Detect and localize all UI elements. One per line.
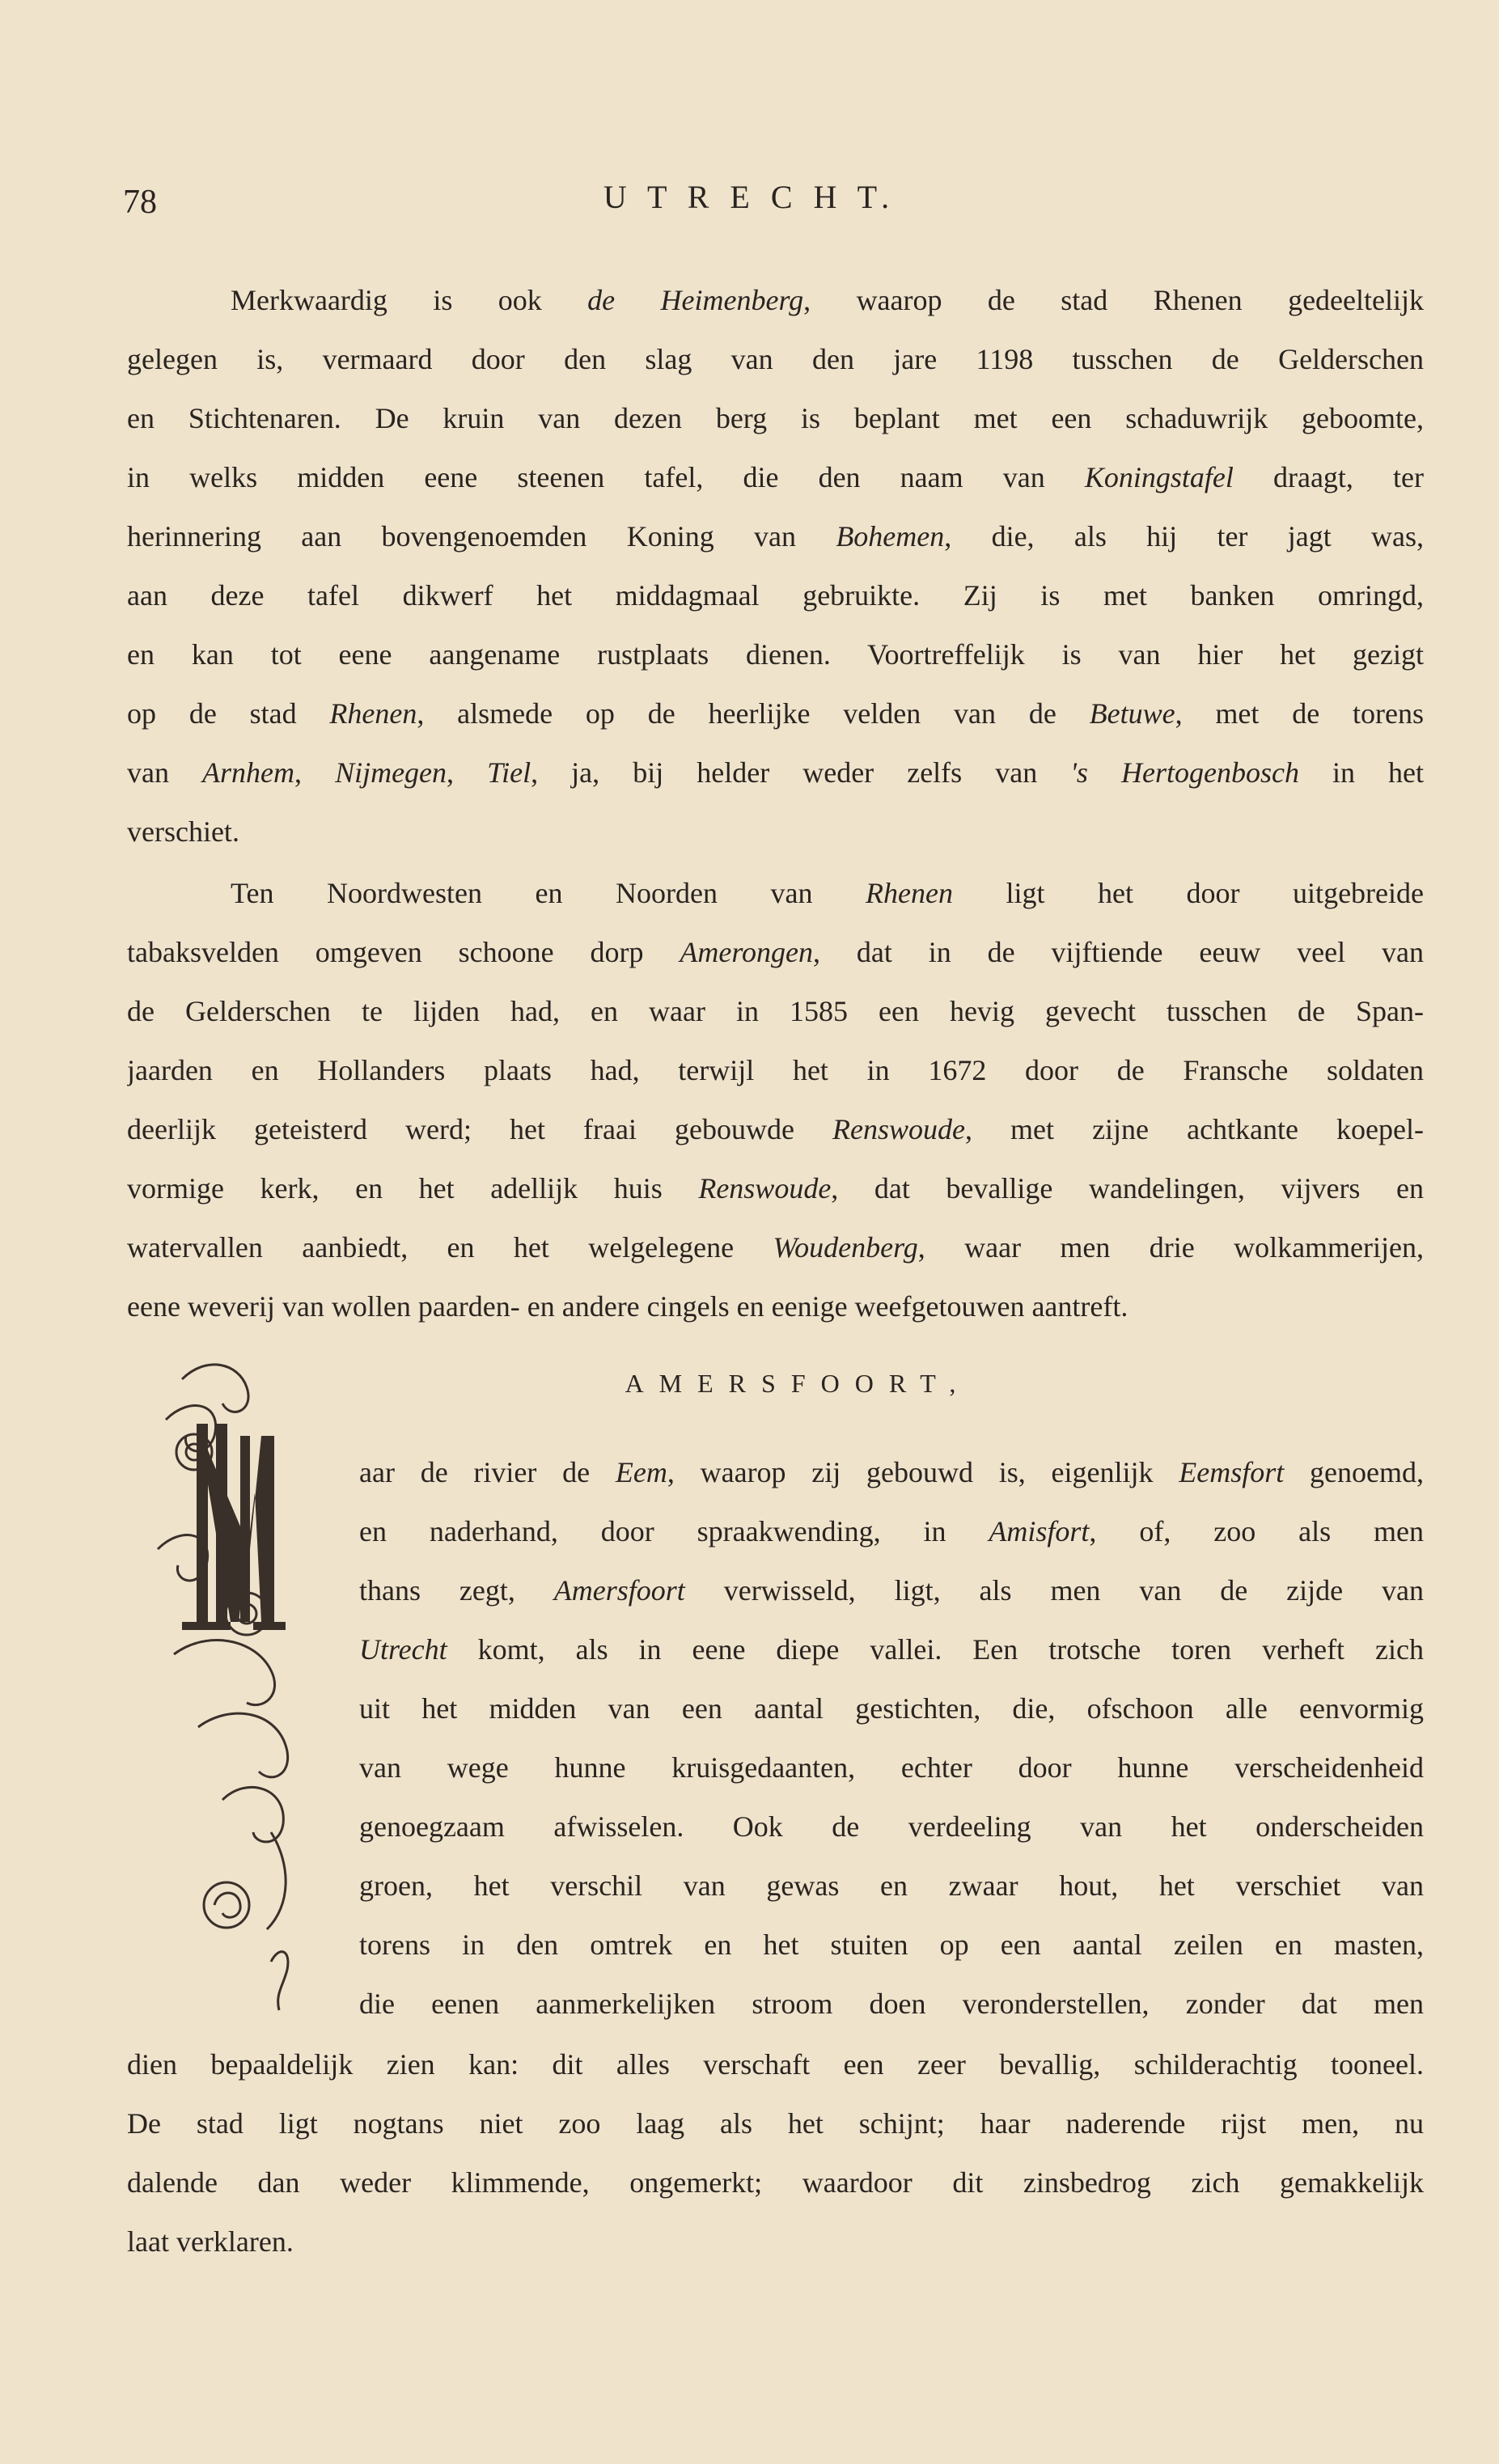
text-run: in welks midden eene steenen tafel, die den naam van [127, 461, 1085, 493]
text-line [359, 1443, 1424, 1502]
text-line [127, 2094, 1424, 2153]
text-run: eene weverij van wollen paarden- en andere cingels en eenige weefgetouwen aantreft. [127, 1290, 1128, 1323]
italic-run: Arnhem [202, 756, 295, 789]
text-line [127, 271, 1424, 330]
text-line [359, 1738, 1424, 1797]
text-run: laat verklaren. [127, 2225, 294, 2258]
text-line [127, 2153, 1424, 2212]
italic-run: Woudenberg [773, 1231, 918, 1264]
text-run: aar de rivier de [359, 1456, 616, 1488]
text-line [359, 1797, 1424, 1856]
text-run: Merkwaardig is ook [231, 284, 588, 316]
text-run: , die, als hij ter jagt was, [944, 520, 1424, 552]
text-run: De stad ligt nogtans niet zoo laag als het schijnt; haar naderende rijst men, nu [127, 2107, 1424, 2140]
paragraph-heimenberg [127, 271, 1424, 862]
text-run: herinnering aan bovengenoemden Koning van [127, 520, 836, 552]
text-run: torens in den omtrek en het stuiten op een aantal zeilen en masten, [359, 1928, 1424, 1961]
text-line [127, 684, 1424, 743]
text-line [359, 1502, 1424, 1561]
italic-run: Amerongen [680, 936, 814, 968]
text-run: , [447, 756, 488, 789]
text-line [127, 1041, 1424, 1100]
text-line [127, 507, 1424, 566]
text-run: vormige kerk, en het adellijk huis [127, 1172, 699, 1204]
text-run: verwisseld, ligt, als men van de zijde van [684, 1574, 1424, 1607]
text-line [127, 864, 1424, 923]
italic-run: 's Hertogenbosch [1070, 756, 1299, 789]
text-run: , ja, bij helder weder zelfs van [531, 756, 1071, 789]
italic-run: Koningstafel [1084, 461, 1234, 493]
text-run: aan deze tafel dikwerf het middagmaal gebruikte. Zij is met banken omringd, [127, 579, 1424, 612]
text-run: , met de torens [1175, 697, 1424, 730]
text-run: op de stad [127, 697, 330, 730]
text-line [127, 1277, 1424, 1336]
text-run: verschiet. [127, 815, 239, 848]
section-heading-amersfoort: AMERSFOORT, [625, 1369, 972, 1398]
page-number: 78 [123, 184, 157, 221]
text-line [359, 1620, 1424, 1679]
decorated-initial [150, 1347, 344, 2018]
text-run: ligt het door uitgebreide [952, 877, 1424, 909]
text-line [359, 1561, 1424, 1620]
text-run: dalende dan weder klimmende, ongemerkt; waardoor dit zinsbedrog zich gemakkelijk [127, 2166, 1424, 2199]
italic-run: Amisfort [989, 1515, 1090, 1547]
italic-run: Bohemen [836, 520, 945, 552]
italic-run: Renswoude [698, 1172, 832, 1204]
text-run: draagt, ter [1233, 461, 1424, 493]
italic-run: Nijmegen [335, 756, 447, 789]
text-run: groen, het verschil van gewas en zwaar hout, het verschiet van [359, 1869, 1424, 1902]
text-line [359, 1975, 1424, 2034]
text-line [127, 566, 1424, 625]
text-run: die eenen aanmerkelijken stroom doen veronderstellen, zonder dat men [359, 1988, 1424, 2020]
ornament-initial-icon [150, 1347, 344, 2018]
text-line [127, 2212, 1424, 2271]
italic-run: Renswoude [832, 1113, 965, 1145]
text-line [127, 1100, 1424, 1159]
italic-run: Eemsfort [1179, 1456, 1285, 1488]
text-line [127, 389, 1424, 448]
text-run: uit het midden van een aantal gestichten, die, ofschoon alle eenvormig [359, 1692, 1424, 1725]
italic-run: Amersfoort [553, 1574, 685, 1607]
paragraph-rhenen-surroundings [127, 864, 1424, 1336]
text-line [127, 982, 1424, 1041]
italic-run: Betuwe [1089, 697, 1175, 730]
text-run: , waarop de stad Rhenen gedeeltelijk [803, 284, 1424, 316]
text-line [127, 448, 1424, 507]
text-run: , met zijne achtkante koepel- [965, 1113, 1424, 1145]
text-run: van [127, 756, 203, 789]
italic-run: Eem [615, 1456, 667, 1488]
text-line [127, 330, 1424, 389]
italic-run: Rhenen [329, 697, 417, 730]
paragraph-amersfoort-continued [127, 2035, 1424, 2271]
text-run: en naderhand, door spraakwending, in [359, 1515, 989, 1547]
page-header [0, 171, 1499, 228]
paragraph-amersfoort [359, 1443, 1424, 2034]
text-run: Ten Noordwesten en Noorden van [231, 877, 866, 909]
text-line [127, 802, 1424, 862]
text-line [127, 743, 1424, 802]
running-title: U T R E C H T. [603, 179, 896, 215]
text-run: watervallen aanbiedt, en het welgelegene [127, 1231, 773, 1264]
text-run: deerlijk geteisterd werd; het fraai gebouwde [127, 1113, 833, 1145]
italic-run: Utrecht [359, 1633, 447, 1666]
text-run: dien bepaaldelijk zien kan: dit alles verschaft een zeer bevallig, schilderachtig tooneel. [127, 2048, 1424, 2081]
text-run: , dat in de vijftiende eeuw veel van [813, 936, 1424, 968]
text-run: tabaksvelden omgeven schoone dorp [127, 936, 680, 968]
text-run: van wege hunne kruisgedaanten, echter door hunne verscheidenheid [359, 1751, 1424, 1784]
text-run: , [294, 756, 336, 789]
text-run: , waarop zij gebouwd is, eigenlijk [667, 1456, 1179, 1488]
text-run: , alsmede op de heerlijke velden van de [417, 697, 1090, 730]
text-line [359, 1679, 1424, 1738]
text-line [359, 1916, 1424, 1975]
text-run: , of, zoo als men [1089, 1515, 1424, 1547]
text-run: en kan tot eene aangename rustplaats dienen. Voortreffelijk is van hier het gezigt [127, 638, 1424, 671]
text-run: en Stichtenaren. De kruin van dezen berg is beplant met een schaduwrijk geboomte, [127, 402, 1424, 434]
text-line [127, 1218, 1424, 1277]
italic-run: Rhenen [866, 877, 953, 909]
text-run: de Gelderschen te lijden had, en waar in 1585 een hevig gevecht tusschen de Span- [127, 995, 1424, 1027]
text-line [127, 2035, 1424, 2094]
text-run: genoemd, [1284, 1456, 1424, 1488]
text-line [359, 1856, 1424, 1916]
text-line [127, 1159, 1424, 1218]
italic-run: de Heimenberg [587, 284, 804, 316]
text-run: genoegzaam afwisselen. Ook de verdeeling van het onderscheiden [359, 1810, 1424, 1843]
text-run: thans zegt, [359, 1574, 554, 1607]
text-run: , waar men drie wolkammerijen, [917, 1231, 1424, 1264]
text-line [127, 625, 1424, 684]
text-run: , dat bevallige wandelingen, vijvers en [831, 1172, 1424, 1204]
text-run: komt, als in eene diepe vallei. Een trotsche toren verheft zich [447, 1633, 1424, 1666]
text-run: jaarden en Hollanders plaats had, terwijl het in 1672 door de Fransche soldaten [127, 1054, 1424, 1086]
italic-run: Tiel [487, 756, 531, 789]
text-run: gelegen is, vermaard door den slag van den jare 1198 tusschen de Gelderschen [127, 343, 1424, 375]
text-line [127, 923, 1424, 982]
text-run: in het [1298, 756, 1424, 789]
